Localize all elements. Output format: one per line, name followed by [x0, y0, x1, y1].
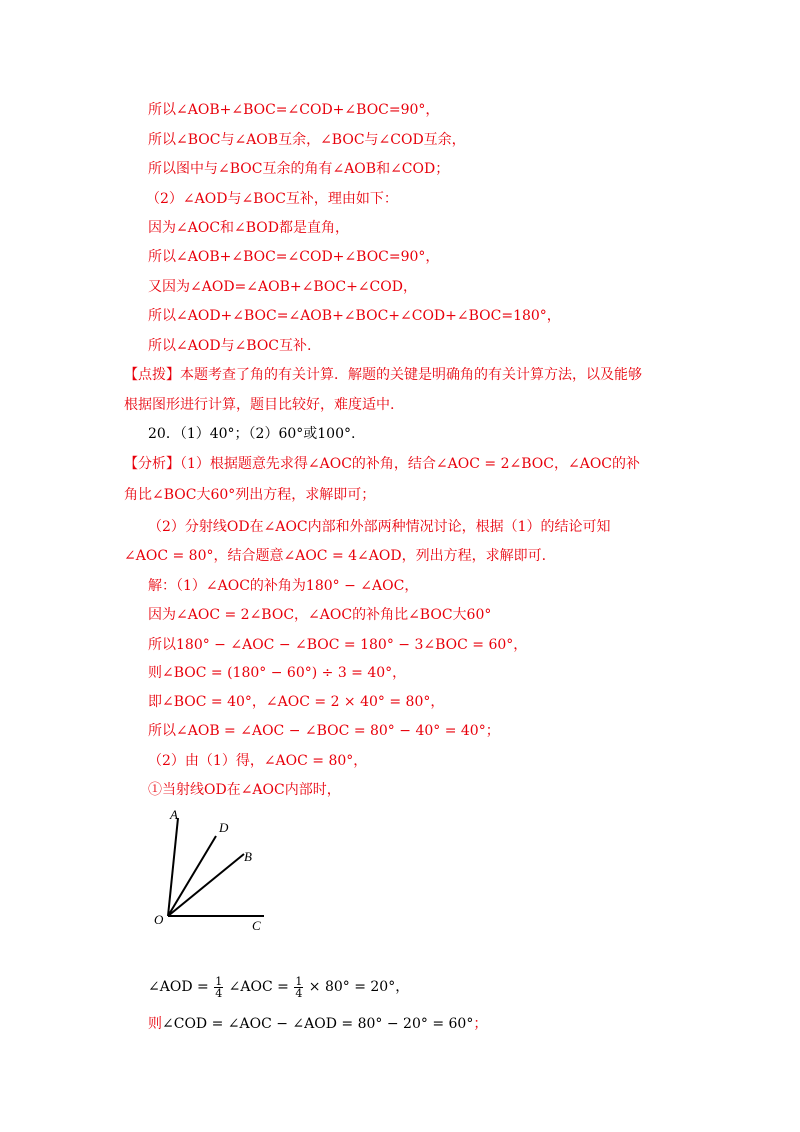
label-o: O: [154, 912, 164, 927]
eq2-tail: ；: [473, 1016, 488, 1032]
label-c: C: [252, 918, 261, 933]
eq1-mid: ∠AOC =: [228, 979, 289, 995]
line-17: 解：（1）∠AOC的补角为180° − ∠AOC，: [148, 578, 419, 594]
line-19: 所以180° − ∠AOC − ∠BOC = 180° − 3∠BOC = 60°，: [148, 637, 528, 653]
label-b: B: [244, 849, 252, 864]
line-14: 角比∠BOC大60°列出方程，求解即可；: [124, 487, 376, 503]
line-24: ①当射线OD在∠AOC内部时，: [148, 782, 341, 798]
line-21: 即∠BOC = 40°，∠AOC = 2 × 40° = 80°，: [148, 694, 445, 710]
line-6: 所以∠AOB+∠BOC=∠COD+∠BOC=90°，: [148, 249, 440, 265]
line-2: 所以∠BOC与∠AOB互余，∠BOC与∠COD互余，: [148, 132, 466, 148]
line-3: 所以图中与∠BOC互余的角有∠AOB和∠COD；: [148, 161, 450, 177]
line-10: 【点拨】本题考查了角的有关计算．解题的关键是明确角的有关计算方法，以及能够: [124, 367, 642, 383]
equation-cod: [148, 1015, 487, 1033]
ray-ob: [168, 854, 244, 916]
label-a: A: [170, 807, 178, 822]
label-d: D: [219, 820, 229, 835]
eq1-left: ∠AOD =: [148, 979, 209, 995]
line-18: 因为∠AOC = 2∠BOC，∠AOC的补角比∠BOC大60°: [148, 607, 492, 623]
line-11: 根据图形进行计算，题目比较好，难度适中.: [124, 397, 395, 413]
line-12: 20．（1）40°；（2）60°或100°.: [148, 426, 356, 442]
line-8: 所以∠AOD+∠BOC=∠AOB+∠BOC+∠COD+∠BOC=180°，: [148, 308, 561, 324]
line-9: 所以∠AOD与∠BOC互补.: [148, 338, 312, 354]
line-20: 则∠BOC = (180° − 60°) ÷ 3 = 40°，: [148, 665, 407, 681]
line-22: 所以∠AOB = ∠AOC − ∠BOC = 80° − 40° = 40°；: [148, 723, 500, 739]
line-15: （2）分射线OD在∠AOC内部和外部两种情况讨论，根据（1）的结论可知: [148, 519, 611, 535]
fraction-one-quarter-2: $\frac{1}{4}$: [295, 974, 303, 1000]
fraction-one-quarter: $\frac{1}{4}$: [215, 974, 223, 1000]
line-5: 因为∠AOC和∠BOD都是直角，: [148, 220, 350, 236]
angle-diagram: [148, 806, 278, 936]
line-23: （2）由（1）得，∠AOC = 80°，: [148, 753, 368, 769]
line-1: 所以∠AOB+∠BOC=∠COD+∠BOC=90°，: [148, 102, 440, 118]
line-16: ∠AOC = 80°，结合题意∠AOC = 4∠AOD，列出方程，求解即可.: [124, 548, 547, 564]
eq1-tail: ，: [395, 979, 410, 995]
line-4: （2）∠AOD与∠BOC互补，理由如下：: [146, 191, 398, 207]
equation-aod: [148, 972, 409, 1002]
eq1-right: × 80° = 20°: [308, 979, 396, 995]
line-13: 【分析】（1）根据题意先求得∠AOC的补角，结合∠AOC = 2∠BOC，∠AOC的补: [124, 456, 641, 472]
line-7: 又因为∠AOD=∠AOB+∠BOC+∠COD，: [148, 279, 417, 295]
eq2-prefix: 则: [148, 1016, 162, 1032]
eq2-formula: ∠COD = ∠AOC − ∠AOD = 80° − 20° = 60°: [162, 1016, 474, 1032]
